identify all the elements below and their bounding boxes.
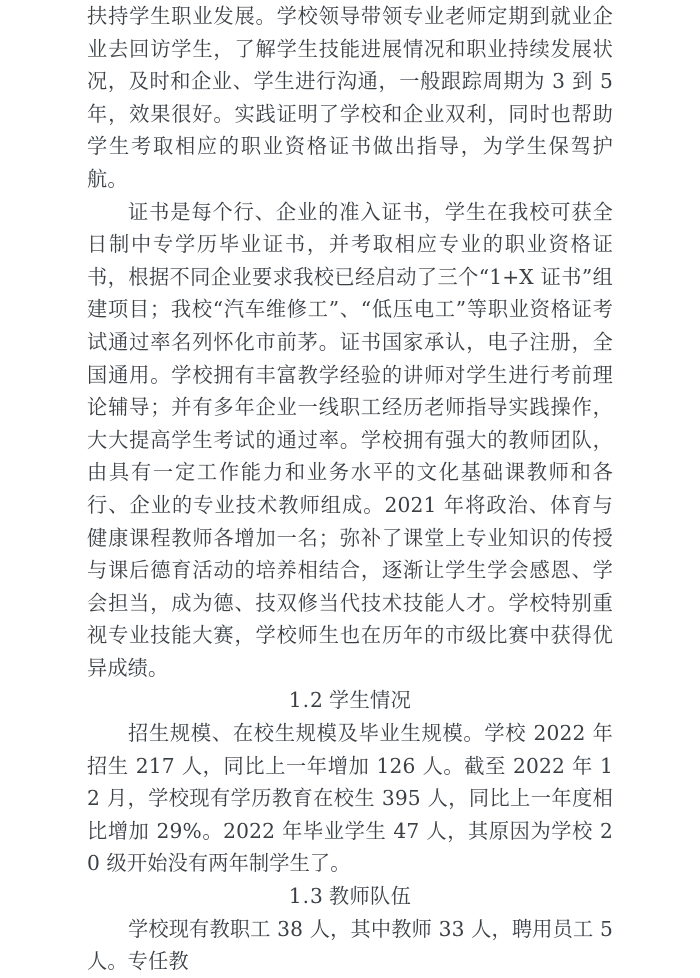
- heading-section-1-2: [87, 684, 613, 717]
- paragraph-employment-support: 扶持学生职业发展。学校领导带领专业老师定期到就业企业去回访学生，了解学生技能进展情况和职业持续发展状况，及时和企业、学生进行沟通，一般跟踪周期为 3 到 5 年，效果很好。实践证明了学校和企业双利，同时也帮助学生考取相应的职业资格证书做出指导，为学生保驾护航。: [87, 4, 613, 191]
- paragraph-student-scale: 招生规模、在校生规模及毕业生规模。学校 2022 年招生 217 人，同比上一年增加 126 人。截至 2022 年 12 月，学校现有学历教育在校生 395 人，同比上一年度相比增加 29%。2022 年毕业学生 47 人，其原因为学校 20 级开始没有两年制学生了。: [87, 721, 613, 876]
- document-text-column: [87, 0, 613, 978]
- paragraph-teacher-team: 学校现有教职工 38 人，其中教师 33 人，聘用员工 5 人。专任教: [87, 916, 613, 974]
- paragraph-certificates: 证书是每个行、企业的准入证书，学生在我校可获全日制中专学历毕业证书，并考取相应专业的职业资格证书，根据不同企业要求我校已经启动了三个“1+X 证书”组建项目；我校“汽车维修工”、“低压电工”等职业资格证考试通过率名列怀化市前茅。证书国家承认，电子注册，全国通用。学校拥有丰富教学经验的讲师对学生进行考前理论辅导；并有多年企业一线职工经历老师指导实践操作，大大提高学生考试的通过率。学校拥有强大的教师团队，由具有一定工作能力和业务水平的文化基础课教师和各行、企业的专业技术教师组成。2021 年将政治、体育与健康课程教师各增加一名；弥补了课堂上专业知识的传授与课后德育活动的培养相结合，逐渐让学生学会感恩、学会担当，成为德、技双修当代技术技能人才。学校特别重视专业技能大赛，学校师生也在历年的市级比赛中获得优异成绩。: [87, 199, 613, 680]
- heading-section-1-3: [87, 880, 613, 913]
- heading-1-3-title: 教师队伍: [328, 884, 412, 909]
- heading-1-3-number: 1.3: [288, 884, 324, 909]
- heading-1-2-title: 学生情况: [328, 688, 412, 713]
- heading-1-2-number: 1.2: [288, 688, 324, 713]
